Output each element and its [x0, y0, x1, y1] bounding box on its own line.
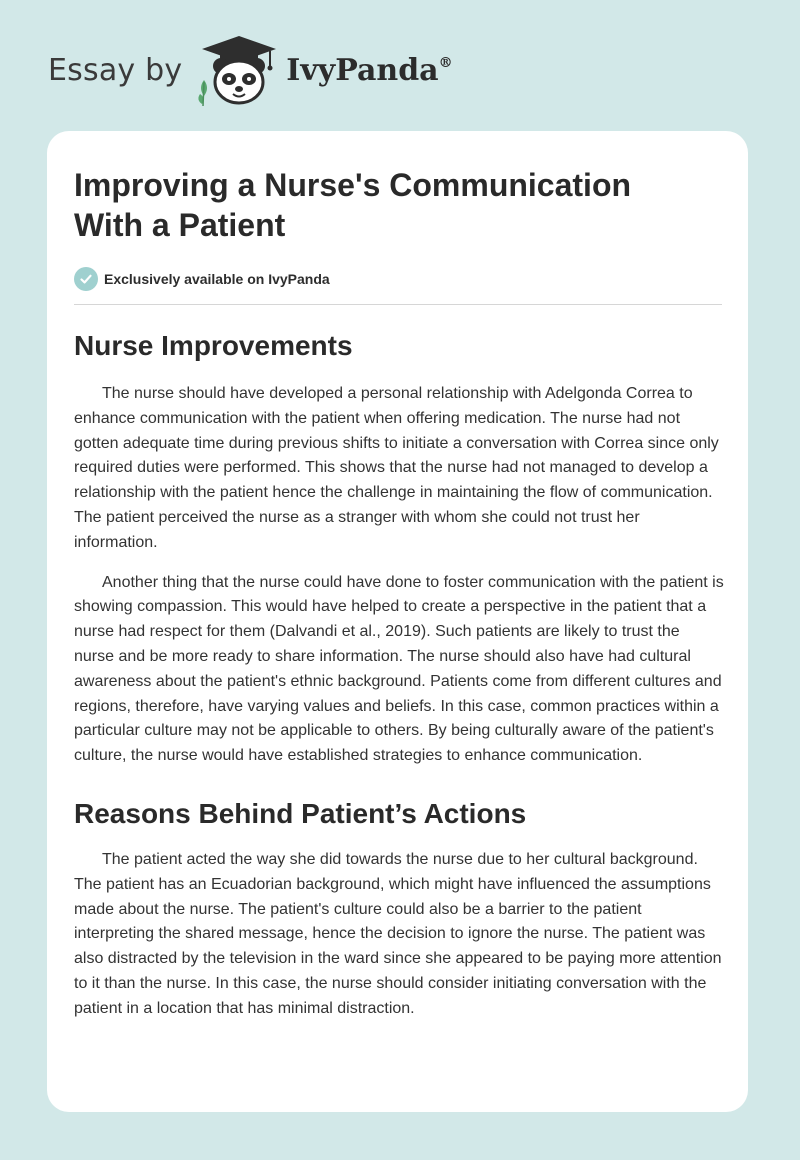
ivypanda-logo-icon[interactable]	[196, 32, 282, 108]
essay-card	[47, 131, 748, 1112]
divider	[74, 304, 722, 305]
paragraph: The patient acted the way she did towards the nurse due to her cultural background. The patient has an Ecuadorian background, which might have influenced the assumptions made about the nurse. The patient's culture could also be a barrier to the patient interpreting the shared message, hence the decision to ignore the nurse. The patient was also distracted by the television in the ward since she appeared to be paying more attention to it than the nurse. In this case, the nurse should consider initiating conversation with the patient in a location that has minimal distraction.	[74, 850, 722, 1017]
paragraph: Another thing that the nurse could have done to foster communication with the patient is showing compassion. This would have helped to create a perspective in the patient that a nurse had respect for them (Dalvandi et al., 2019). Such patients are likely to trust the nurse and be more ready to share information. The nurse should also have had cultural awareness about the patient's ethnic background. Patients come from different cultures and regions, therefore, have varying values and beliefs. In this case, common practices within a particular culture may not be applicable to others. By being culturally aware of the patient's culture, the nurse would have established strategies to enhance communication.	[74, 573, 724, 765]
brand-name[interactable]: IvyPanda®	[286, 52, 453, 88]
exclusive-badge	[74, 267, 722, 291]
section-heading-nurse-improvements: Nurse Improvements	[74, 330, 353, 361]
site-header	[48, 30, 453, 110]
paragraph: The nurse should have developed a personal relationship with Adelgonda Correa to enhance communication with the patient when offering medication. The nurse had not gotten adequate time during previous shifts to initiate a conversation with Correa since only required duties were performed. This shows that the nurse had not managed to develop a relationship with the patient hence the challenge in maintaining the flow of communication. The patient perceived the nurse as a stranger with whom she could not trust her information.	[74, 385, 719, 551]
page-title: Improving a Nurse's Communication With a Patient	[74, 167, 632, 243]
section-heading-reasons-behind-actions: Reasons Behind Patient’s Actions	[74, 797, 527, 829]
check-circle-icon	[74, 267, 98, 291]
exclusive-badge-text: Exclusively available on IvyPanda	[104, 271, 330, 287]
essay-by-label: Essay by	[48, 52, 183, 88]
